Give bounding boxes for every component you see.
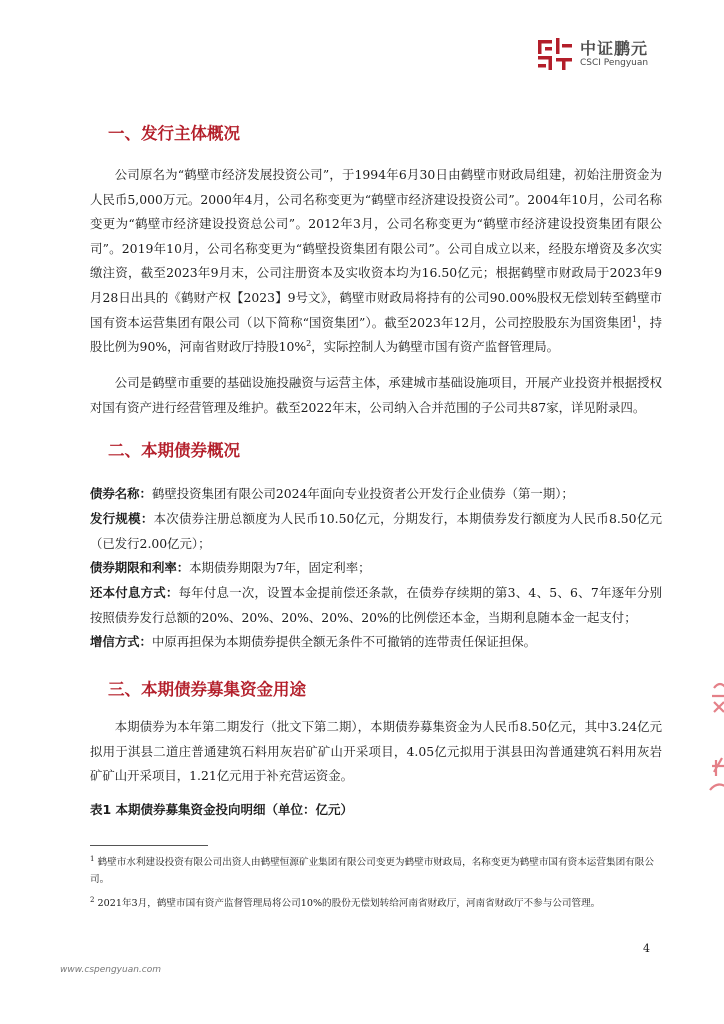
credit-enhancement-item: 增信方式：中原再担保为本期债券提供全额无条件不可撤销的连带责任保证担保。: [90, 634, 537, 649]
issuer-history-paragraph: 公司原名为“鹤壁市经济发展投资公司”，于1994年6月30日由鹤壁市财政局组建，初始注册资金为人民币5,000万元。2000年4月，公司名称变更为“鹤壁市经济建设投资公司”。2004年10月，公司名称变更为“鹤壁市经济建设投资总公司”。2012年3月，公司名称变更为“鹤壁市经济建设投资集团有限公司”。2019年10月，公司名称变更为“鹤壁投资集团有限公司”。公司自成立以来，经股东增资及多次实缴注资，截至2023年9月末，公司注册资本及实收资本均为16.50亿元；根据鹤壁市财政局于2023年9月28日出具的《鹤财产权【2023】9号文》，鹤壁市财政局将持有的公司90.00%股权无偿划转至鹤壁市国有资本运营集团有限公司（以下简称“国资集团”）。截至2023年12月，公司控股股东为国资集团$^1$，持股比例为90%，河南省财政厅持股10%$^2$，实际控制人为鹤壁市国有资产监督管理局。: [90, 167, 662, 355]
brand-name-cn: 中证鹏元: [580, 39, 649, 58]
section-title-bond-overview: 二、本期债券概况: [108, 441, 240, 460]
use-of-proceeds-paragraph: 本期债券为本年第二期发行（批文下第二期），本期债券募集资金为人民币8.50亿元，其中3.24亿元拟用于淇县二道庄普通建筑石料用灰岩矿矿山开采项目，4.05亿元拟用于淇县田沟普通建筑石料用灰岩矿矿山开采项目，1.21亿元用于补充营运资金。: [90, 719, 662, 784]
cscipy-logo-icon: [536, 36, 574, 72]
repayment-item: 还本付息方式：每年付息一次，设置本金提前偿还条款，在债券存续期的第3、4、5、6、7年逐年分别按照债券发行总额的20%、20%、20%、20%、20%的比例偿还本金，当期利息随本金一起支付；: [90, 585, 663, 625]
brand-name-en: CSCI Pengyuan: [580, 58, 649, 68]
issuer-business-paragraph: 公司是鹤壁市重要的基础设施投融资与运营主体，承建城市基础设施项目，开展产业投资并根据授权对国有资产进行经营管理及维护。截至2022年末，公司纳入合并范围的子公司共87家，详见附录四。: [90, 375, 662, 415]
section-title-issuer-overview: 一、发行主体概况: [108, 124, 240, 143]
footnote-1: $^1$ 鹤壁市水利建设投资有限公司出资人由鹤壁恒源矿业集团有限公司变更为鹤壁市财政局，名称变更为鹤壁市国有资本运营集团有限公司。: [90, 855, 654, 886]
seal-stamp-icon: [704, 650, 724, 800]
footnote-divider: [90, 845, 208, 846]
section-title-use-of-proceeds: 三、本期债券募集资金用途: [108, 680, 306, 699]
footnote-2: $^2$ 2021年3月，鹤壁市国有资产监督管理局将公司10%的股份无偿划转给河南省财政厅，河南省财政厅不参与公司管理。: [90, 896, 601, 910]
bond-name-item: 债券名称：鹤壁投资集团有限公司2024年面向专业投资者公开发行企业债券（第一期）；: [90, 486, 574, 501]
page-number: 4: [643, 942, 650, 955]
table-caption: 表1 本期债券募集资金投向明细（单位：亿元）: [90, 802, 354, 817]
issue-size-item: 发行规模：本次债券注册总额度为人民币10.50亿元，分期发行，本期债券发行额度为人民币8.50亿元（已发行2.00亿元）；: [90, 511, 662, 551]
footer-url: www.cspengyuan.com: [60, 965, 162, 975]
term-rate-item: 债券期限和利率：本期债券期限为7年，固定利率；: [90, 560, 371, 575]
brand-logo: [536, 36, 686, 74]
